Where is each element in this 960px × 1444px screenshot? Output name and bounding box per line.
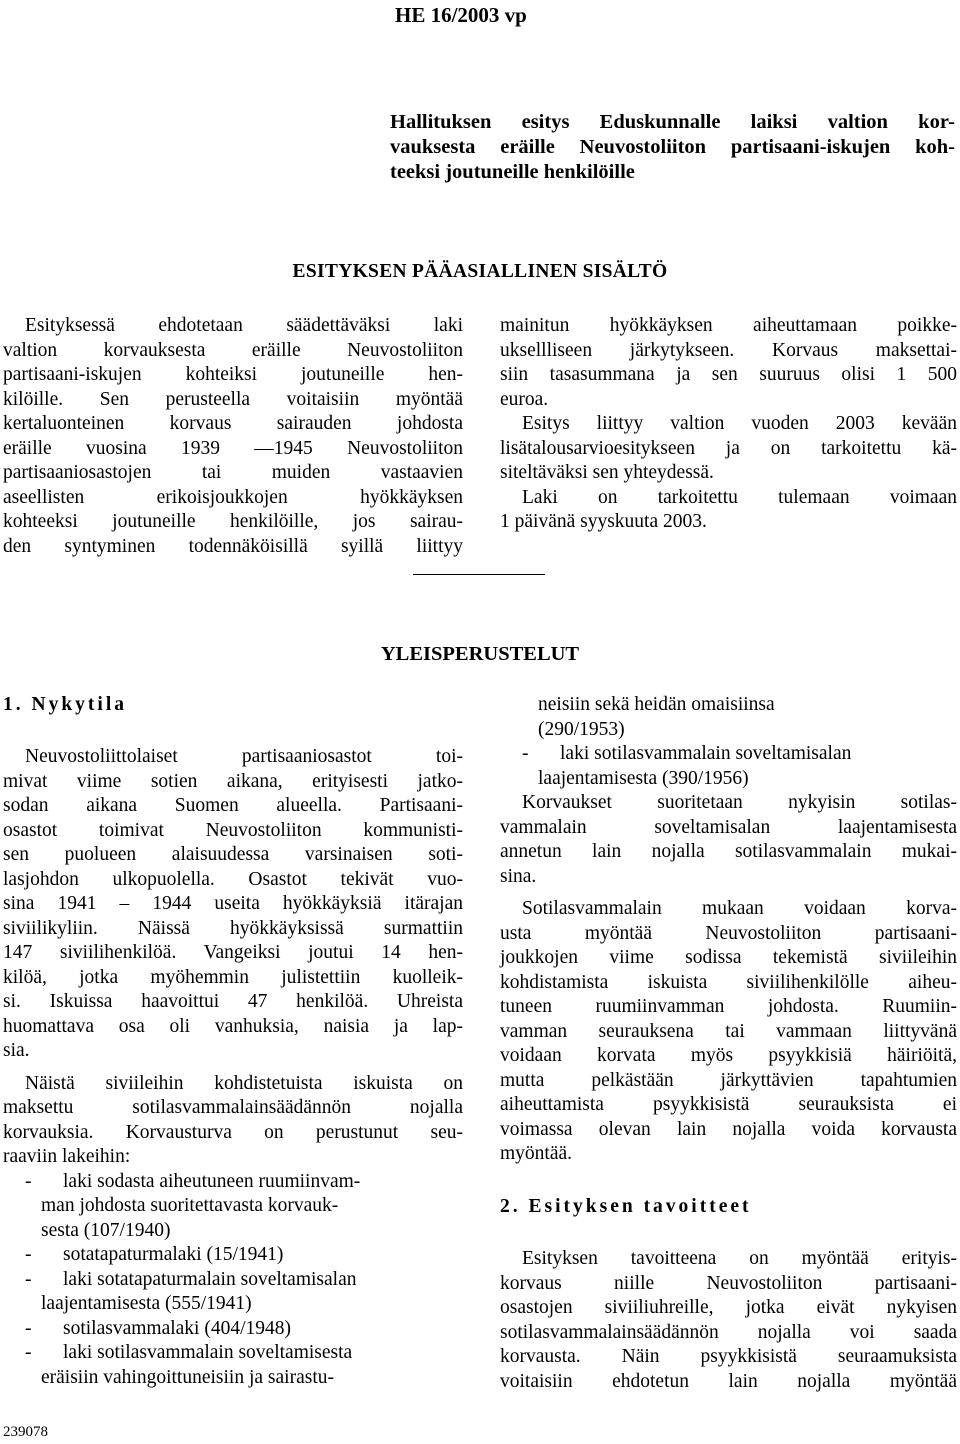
list-text: sotilasvammalaki (404/1948) xyxy=(63,1317,292,1339)
list-dash: - xyxy=(25,1317,32,1339)
list-item xyxy=(3,1341,463,1366)
text-line: kilöä, jotka myöhemmin julistettiin kuolleik- xyxy=(3,966,463,988)
list-item xyxy=(3,1317,463,1342)
text-line: tuneen ruumiinvamman johdosta. Ruumiin- xyxy=(500,996,957,1017)
summary-right-column xyxy=(500,314,957,535)
text-line: partisaaniosastojen tai muiden vastaavien xyxy=(3,462,463,483)
text-line: siteltäväksi sen yhteydessä. xyxy=(500,462,714,483)
text-line: Esityksessä ehdotetaan säädettäväksi laki xyxy=(25,315,463,336)
text-line: Laki on tarkoitettu tulemaan voimaan xyxy=(522,486,957,508)
text-line: si. Iskuissa haavoittui 47 henkilöä. Uhreista xyxy=(3,991,463,1012)
text-line: Neuvostoliittolaiset partisaaniosastot toi- xyxy=(25,746,463,767)
text-line: siviilikyliin. Näissä hyökkäyksissä surmattiin xyxy=(3,917,463,939)
text-line: sotilasvammalainsäädännön nojalla voi saada xyxy=(500,1321,957,1343)
text-line: raaviin lakeihin: xyxy=(3,1146,131,1167)
list-text: sesta (107/1940) xyxy=(41,1219,171,1241)
text-line: sina 1941 – 1944 useita hyökkäyksiä itärajan xyxy=(3,893,463,914)
text-line: sina. xyxy=(500,865,537,887)
list-dash: - xyxy=(25,1268,32,1290)
section-1-heading: 1. Nykytila xyxy=(3,694,128,715)
summary-heading: ESITYKSEN PÄÄASIALLINEN SISÄLTÖ xyxy=(292,261,668,282)
text-line: aiheuttamista psyykkisistä seurauksista ei xyxy=(500,1094,957,1115)
text-line: joukkojen viime sodissa tekemistä siviileihin xyxy=(500,947,957,968)
list-text: (290/1953) xyxy=(538,718,625,740)
text-line: annetun lain nojalla sotilasvammalain mukai- xyxy=(500,841,957,862)
summary-left-column xyxy=(3,314,463,559)
list-text: sotatapaturmalaki (15/1941) xyxy=(63,1244,284,1265)
text-line: maksettu sotilasvammalainsäädännön nojalla xyxy=(3,1097,463,1118)
text-line: kohdistamista iskuista siviilihenkilölle aiheu- xyxy=(500,971,957,993)
text-line: osastot toimivat Neuvostoliiton kommunisti- xyxy=(3,819,463,841)
document-id: HE 16/2003 vp xyxy=(395,3,527,27)
text-line: voimassa olevan lain nojalla voida korvausta xyxy=(500,1118,957,1140)
text-line: Näistä siviileihin kohdistetuista iskuista on xyxy=(25,1072,463,1094)
text-line: korvauksia. Korvausturva on perustunut seu- xyxy=(3,1121,463,1143)
text-line: 147 siviilihenkilöä. Vangeiksi joutui 14 hen- xyxy=(3,942,463,963)
body-right-column xyxy=(500,693,957,1394)
text-line: lisätalousarvioesitykseen ja on tarkoitettu kä- xyxy=(500,437,957,459)
list-dash: - xyxy=(522,743,529,764)
list-item xyxy=(500,742,957,767)
text-line: Korvaukset suoritetaan nykyisin sotilas- xyxy=(522,792,957,813)
text-line: mutta pelkästään järkyttävien tapahtumien xyxy=(500,1069,957,1091)
title-line: vauksesta eräille Neuvostoliiton partisaani-iskujen koh- xyxy=(390,136,955,158)
list-item xyxy=(3,1243,463,1268)
general-heading: YLEISPERUSTELUT xyxy=(380,643,580,665)
page-number: 239078 xyxy=(3,1424,48,1440)
text-line: valtion korvauksesta eräille Neuvostoliiton xyxy=(3,339,463,361)
document-title xyxy=(390,110,955,185)
text-line: voidaan korvata myös psyykkisiä häiriöitä, xyxy=(500,1045,957,1066)
text-line: Esitys liittyy valtion vuoden 2003 kevään xyxy=(522,413,957,434)
text-line: usta myöntää Neuvostoliiton partisaani- xyxy=(500,922,957,944)
text-line: eräille vuosina 1939 —1945 Neuvostoliiton xyxy=(3,437,463,459)
list-item xyxy=(3,1268,463,1293)
list-text: laki sodasta aiheutuneen ruumiinvam- xyxy=(63,1170,361,1192)
text-line: vammalain soveltamisalan laajentamisesta xyxy=(500,816,957,838)
list-text: laajentamisesta (390/1956) xyxy=(538,767,749,789)
text-line: Esityksen tavoitteena on myöntää erityis- xyxy=(522,1248,957,1269)
text-line: mainitun hyökkäyksen aiheuttamaan poikke- xyxy=(500,315,957,336)
list-text: laajentamisesta (555/1941) xyxy=(41,1293,252,1314)
section-2-heading: 2. Esityksen tavoitteet xyxy=(500,1195,752,1217)
list-text: eräisiin vahingoittuneisiin ja sairastu- xyxy=(41,1366,334,1388)
text-line: voitaisiin ehdotetun lain nojalla myöntää xyxy=(500,1370,957,1392)
text-line: sen puolueen alaisuudessa varsinaisen soti- xyxy=(3,844,463,865)
text-line: myöntää. xyxy=(500,1143,573,1164)
text-line: uksellliseen järkytykseen. Korvaus maksettai- xyxy=(500,339,957,361)
text-line: sia. xyxy=(3,1040,30,1061)
text-line: euroa. xyxy=(500,388,549,410)
text-line: den syntyminen todennäköisillä syillä liittyy xyxy=(3,535,463,557)
title-line: teeksi joutuneille henkilöille xyxy=(390,161,635,183)
list-dash: - xyxy=(25,1170,32,1192)
title-line: Hallituksen esitys Eduskunnalle laiksi valtion kor- xyxy=(390,111,955,133)
text-line: korvausta. Näin psyykkisistä seuraamuksista xyxy=(500,1346,957,1367)
text-line: aseellisten erikoisjoukkojen hyökkäyksen xyxy=(3,486,463,508)
list-text: laki sotatapaturmalain soveltamisalan xyxy=(63,1268,357,1290)
text-line: lasjohdon ulkopuolella. Osastot tekivät vuo- xyxy=(3,868,463,890)
text-line: sodan aikana Suomen alueella. Partisaani- xyxy=(3,795,463,816)
text-line: partisaani-iskujen kohteiksi joutuneille hen- xyxy=(3,364,463,385)
list-text: man johdosta suoritettavasta korvauk- xyxy=(41,1195,339,1216)
list-dash: - xyxy=(25,1342,32,1363)
text-line: Sotilasvammalain mukaan voidaan korva- xyxy=(522,898,957,919)
text-line: kilöille. Sen perusteella voitaisiin myöntää xyxy=(3,388,463,410)
list-text: laki sotilasvammalain soveltamisalan xyxy=(560,743,852,764)
body-left-column xyxy=(3,745,463,1390)
list-dash: - xyxy=(25,1244,32,1265)
text-line: kertaluonteinen korvaus sairauden johdosta xyxy=(3,413,463,434)
text-line: osastojen siviiliuhreille, jotka eivät nykyisen xyxy=(500,1297,957,1318)
separator-rule xyxy=(413,574,545,575)
text-line: 1 päivänä syyskuuta 2003. xyxy=(500,511,707,532)
list-text: neisiin sekä heidän omaisiinsa xyxy=(538,694,775,715)
text-line: mivat viime sotien aikana, erityisesti jatko- xyxy=(3,770,463,792)
list-text: laki sotilasvammalain soveltamisesta xyxy=(63,1342,353,1363)
text-line: korvaus niille Neuvostoliiton partisaani- xyxy=(500,1272,957,1294)
text-line: siin tasasummana ja sen suuruus olisi 1 500 xyxy=(500,364,957,385)
text-line: vamman seurauksena tai vammaan liittyvänä xyxy=(500,1020,957,1042)
list-item xyxy=(3,1170,463,1195)
text-line: kohteeksi joutuneille henkilöille, jos sairau- xyxy=(3,511,463,532)
text-line: huomattava osa oli vanhuksia, naisia ja lap- xyxy=(3,1015,463,1037)
